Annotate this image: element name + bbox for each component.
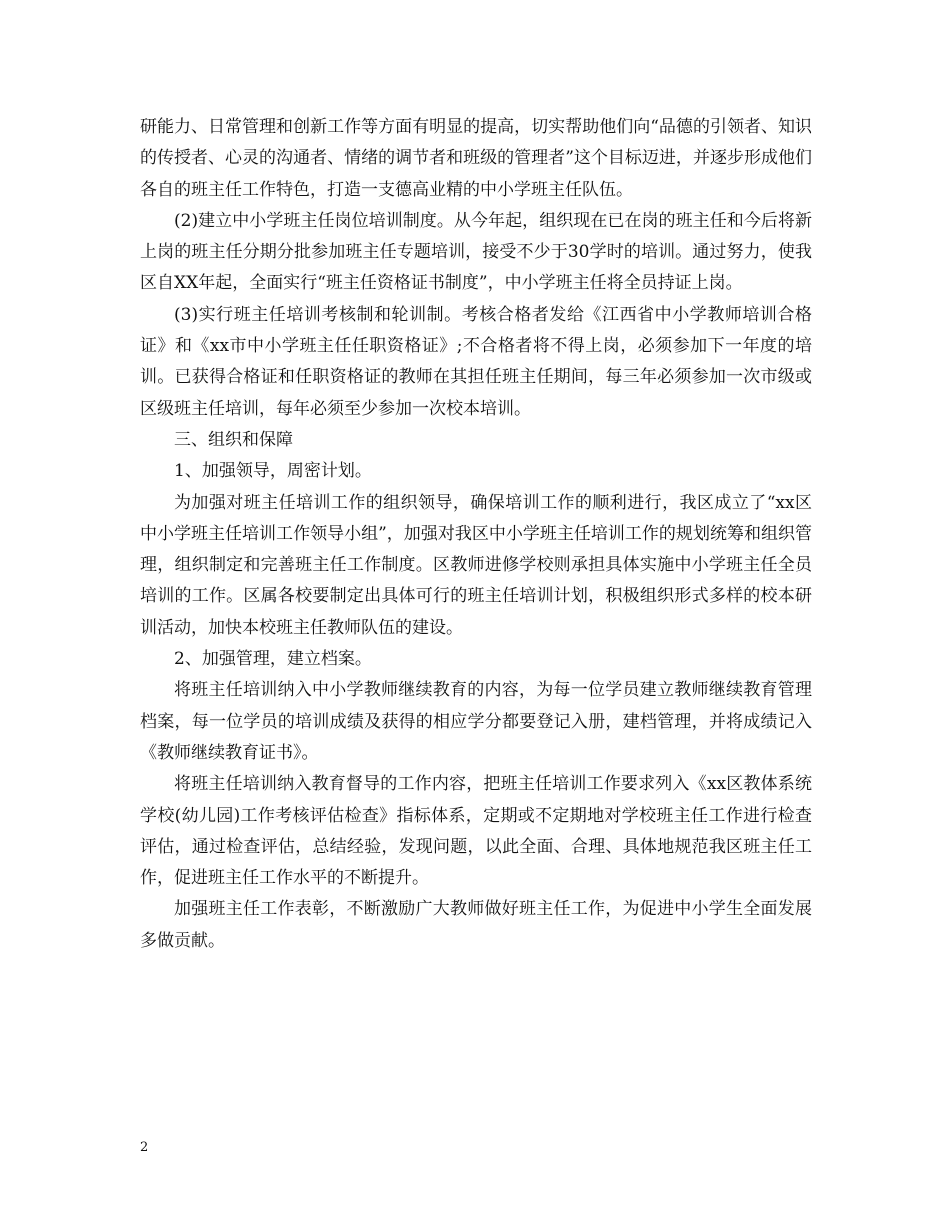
paragraph-leadership: 为加强对班主任培训工作的组织领导，确保培训工作的顺利进行，我区成立了“xx区中小学班主任培训工作领导小组”，加强对我区中小学班主任培训工作的规划统筹和组织管理，组织制定和完善班主任工作制度。区教师进修学校则承担具体实施中小学班主任全员培训的工作。区属各校要制定出具体可行的班主任培训计划，积极组织形式多样的校本研训活动，加快本校班主任教师队伍的建设。 xyxy=(140,492,812,638)
section-heading-organization: 三、组织和保障 xyxy=(174,429,293,450)
subheading-leadership: 1、加强领导，周密计划。 xyxy=(174,461,372,482)
paragraph-archives: 将班主任培训纳入中小学教师继续教育的内容，为每一位学员建立教师继续教育管理档案，每一位学员的培训成绩及获得的相应学分都要登记入册，建档管理，并将成绩记入《教师继续教育证书》。 xyxy=(140,680,812,763)
subheading-management: 2、加强管理，建立档案。 xyxy=(174,649,372,670)
paragraph-commendation: 加强班主任工作表彰，不断激励广大教师做好班主任工作，为促进中小学生全面发展多做贡献。 xyxy=(140,899,812,951)
document-body xyxy=(140,112,812,957)
paragraph-intro-continuation: 研能力、日常管理和创新工作等方面有明显的提高，切实帮助他们向“品德的引领者、知识的传授者、心灵的沟通者、情绪的调节者和班级的管理者”这个目标迈进，并逐步形成他们各自的班主任工作特色，打造一支德高业精的中小学班主任队伍。 xyxy=(140,117,812,200)
paragraph-item-2-post-training: (2)建立中小学班主任岗位培训制度。从今年起，组织现在已在岗的班主任和今后将新上岗的班主任分期分批参加班主任专题培训，接受不少于30学时的培训。通过努力，使我区自XX年起，全面实行“班主任资格证书制度”，中小学班主任将全员持证上岗。 xyxy=(140,210,812,294)
paragraph-item-3-assessment: (3)实行班主任培训考核制和轮训制。考核合格者发给《江西省中小学教师培训合格证》和《xx市中小学班主任任职资格证》;不合格者将不得上岗，必须参加下一年度的培训。已获得合格证和任职资格证的教师在其担任班主任期间，每三年必须参加一次市级或区级班主任培训，每年必须至少参加一次校本培训。 xyxy=(140,304,812,419)
paragraph-supervision: 将班主任培训纳入教育督导的工作内容，把班主任培训工作要求列入《xx区教体系统学校(幼儿园)工作考核评估检查》指标体系，定期或不定期地对学校班主任工作进行检查评估，通过检查评估，总结经验，发现问题，以此全面、合理、具体地规范我区班主任工作，促进班主任工作水平的不断提升。 xyxy=(140,774,812,889)
page-number: 2 xyxy=(140,1140,149,1155)
